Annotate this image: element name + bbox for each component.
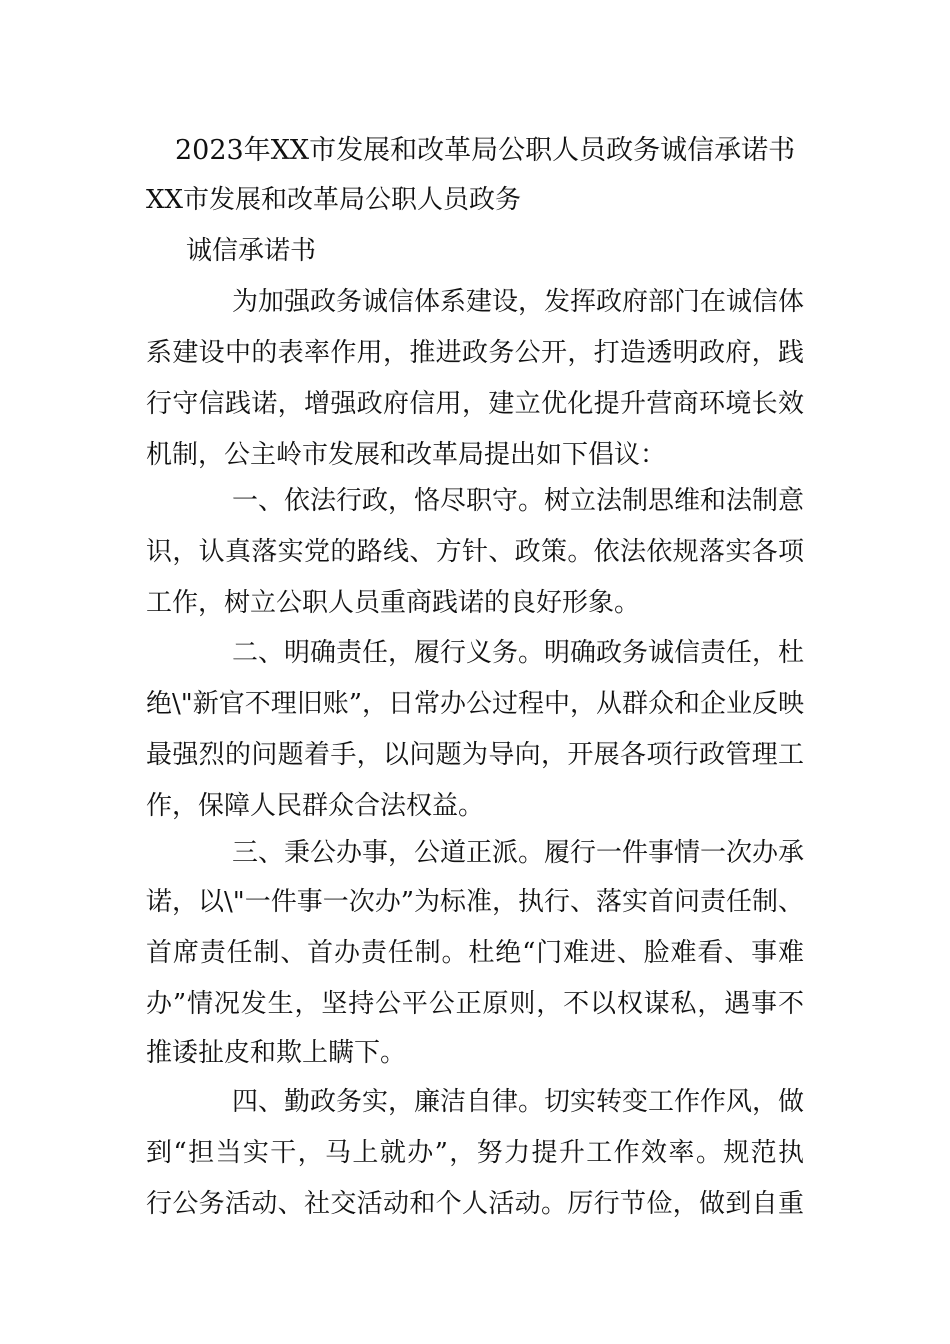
paragraph-line: 三、秉公办事，公道正派。履行一件事情一次办承 xyxy=(232,838,805,868)
paragraph-line: 行守信践诺，增强政府信用，建立优化提升营商环境长效 xyxy=(146,389,804,419)
paragraph-line: 办”情况发生，坚持公平公正原则，不以权谋私，遇事不 xyxy=(146,989,804,1019)
document-subtitle: 诚信承诺书 xyxy=(186,236,317,266)
paragraph-line: 最强烈的问题着手，以问题为导向，开展各项行政管理工 xyxy=(146,740,804,770)
paragraph-line: 工作，树立公职人员重商践诺的良好形象。 xyxy=(146,588,641,618)
paragraph-line: 首席责任制、首办责任制。杜绝“门难进、脸难看、事难 xyxy=(146,938,804,968)
paragraph-line: 作，保障人民群众合法权益。 xyxy=(146,791,485,821)
paragraph-line: 系建设中的表率作用，推进政务公开，打造透明政府，践 xyxy=(146,338,804,368)
paragraph-line: 到“担当实干，马上就办”，努力提升工作效率。规范执 xyxy=(146,1138,804,1168)
paragraph-line: 绝\"新官不理旧账”，日常办公过程中，从群众和企业反映 xyxy=(146,689,805,719)
paragraph-line: 诺，以\"一件事一次办”为标准，执行、落实首问责任制、 xyxy=(146,887,805,917)
document-subtitle: XX市发展和改革局公职人员政务 xyxy=(146,185,522,215)
paragraph-line: 推诿扯皮和欺上瞒下。 xyxy=(146,1038,407,1068)
paragraph-line: 为加强政务诚信体系建设，发挥政府部门在诚信体 xyxy=(232,287,805,317)
paragraph-line: 识，认真落实党的路线、方针、政策。依法依规落实各项 xyxy=(146,537,804,567)
paragraph-line: 机制，公主岭市发展和改革局提出如下倡议： xyxy=(146,440,667,470)
paragraph-line: 四、勤政务实，廉洁自律。切实转变工作作风，做 xyxy=(232,1087,805,1117)
paragraph-line: 二、明确责任，履行义务。明确政务诚信责任，杜 xyxy=(232,638,805,668)
paragraph-line: 行公务活动、社交活动和个人活动。厉行节俭，做到自重 xyxy=(146,1189,804,1219)
document-title: 2023年XX市发展和改革局公职人员政务诚信承诺书 xyxy=(175,135,796,166)
paragraph-line: 一、依法行政，恪尽职守。树立法制思维和法制意 xyxy=(232,486,805,516)
